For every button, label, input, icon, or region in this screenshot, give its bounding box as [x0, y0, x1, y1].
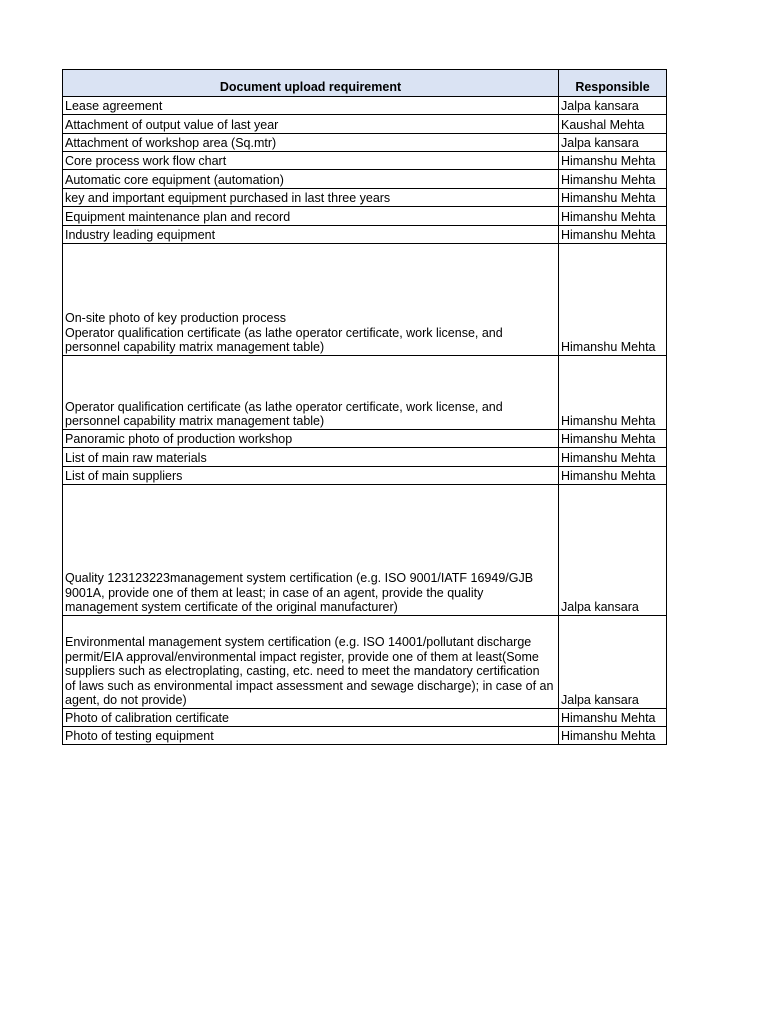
responsible-cell[interactable]: Himanshu Mehta	[559, 727, 667, 745]
header-document-upload-requirement[interactable]: Document upload requirement	[63, 70, 559, 97]
table-row	[63, 152, 667, 170]
requirement-cell[interactable]: On-site photo of key production process Operator qualification certificate (as lathe operator certificate, work license, and personnel capability matrix management table)	[63, 244, 559, 356]
requirement-cell[interactable]: key and important equipment purchased in last three years	[63, 189, 559, 207]
table-row	[63, 115, 667, 134]
requirement-cell[interactable]: Automatic core equipment (automation)	[63, 170, 559, 189]
responsible-cell[interactable]: Himanshu Mehta	[559, 430, 667, 448]
responsible-cell[interactable]: Himanshu Mehta	[559, 207, 667, 226]
requirement-cell[interactable]: List of main suppliers	[63, 467, 559, 485]
requirement-cell[interactable]: Panoramic photo of production workshop	[63, 430, 559, 448]
responsible-cell[interactable]: Himanshu Mehta	[559, 244, 667, 356]
requirement-cell[interactable]: Operator qualification certificate (as lathe operator certificate, work license, and personnel capability matrix management table)	[63, 356, 559, 430]
requirement-cell[interactable]: Industry leading equipment	[63, 226, 559, 244]
requirement-cell[interactable]: Equipment maintenance plan and record	[63, 207, 559, 226]
table-row	[63, 226, 667, 244]
table-row	[63, 616, 667, 709]
table-row	[63, 709, 667, 727]
responsible-cell[interactable]: Himanshu Mehta	[559, 448, 667, 467]
requirement-cell[interactable]: Quality 123123223management system certification (e.g. ISO 9001/IATF 16949/GJB 9001A, provide one of them at least; in case of an agent, provide the quality management system certificate of the original manufacturer)	[63, 485, 559, 616]
table-row	[63, 485, 667, 616]
header-responsible[interactable]: Responsible	[559, 70, 667, 97]
document-requirements-table	[62, 69, 667, 745]
responsible-cell[interactable]: Himanshu Mehta	[559, 467, 667, 485]
responsible-cell[interactable]: Jalpa kansara	[559, 485, 667, 616]
table-row	[63, 244, 667, 356]
requirement-cell[interactable]: Attachment of workshop area (Sq.mtr)	[63, 134, 559, 152]
table-row	[63, 467, 667, 485]
table-row	[63, 727, 667, 745]
requirement-cell[interactable]: Lease agreement	[63, 97, 559, 115]
table-row	[63, 97, 667, 115]
responsible-cell[interactable]: Kaushal Mehta	[559, 115, 667, 134]
requirement-cell[interactable]: Environmental management system certification (e.g. ISO 14001/pollutant discharge permit/EIA approval/environmental impact register, provide one of them at least(Some suppliers such as electroplating, casting, etc. need to meet the mandatory certification of laws such as environmental impact assessment and sewage discharge); in case of an agent, do not provide)	[63, 616, 559, 709]
requirement-cell[interactable]: Photo of testing equipment	[63, 727, 559, 745]
spreadsheet-sheet	[62, 69, 667, 745]
table-row	[63, 207, 667, 226]
table-row	[63, 430, 667, 448]
responsible-cell[interactable]: Himanshu Mehta	[559, 709, 667, 727]
responsible-cell[interactable]: Himanshu Mehta	[559, 226, 667, 244]
responsible-cell[interactable]: Himanshu Mehta	[559, 356, 667, 430]
responsible-cell[interactable]: Jalpa kansara	[559, 134, 667, 152]
table-row	[63, 189, 667, 207]
requirement-cell[interactable]: Core process work flow chart	[63, 152, 559, 170]
header-row	[63, 70, 667, 97]
table-row	[63, 356, 667, 430]
requirement-cell[interactable]: Attachment of output value of last year	[63, 115, 559, 134]
responsible-cell[interactable]: Himanshu Mehta	[559, 152, 667, 170]
responsible-cell[interactable]: Jalpa kansara	[559, 97, 667, 115]
table-row	[63, 170, 667, 189]
responsible-cell[interactable]: Himanshu Mehta	[559, 170, 667, 189]
responsible-cell[interactable]: Jalpa kansara	[559, 616, 667, 709]
table-row	[63, 134, 667, 152]
table-row	[63, 448, 667, 467]
requirement-cell[interactable]: Photo of calibration certificate	[63, 709, 559, 727]
requirement-cell[interactable]: List of main raw materials	[63, 448, 559, 467]
responsible-cell[interactable]: Himanshu Mehta	[559, 189, 667, 207]
